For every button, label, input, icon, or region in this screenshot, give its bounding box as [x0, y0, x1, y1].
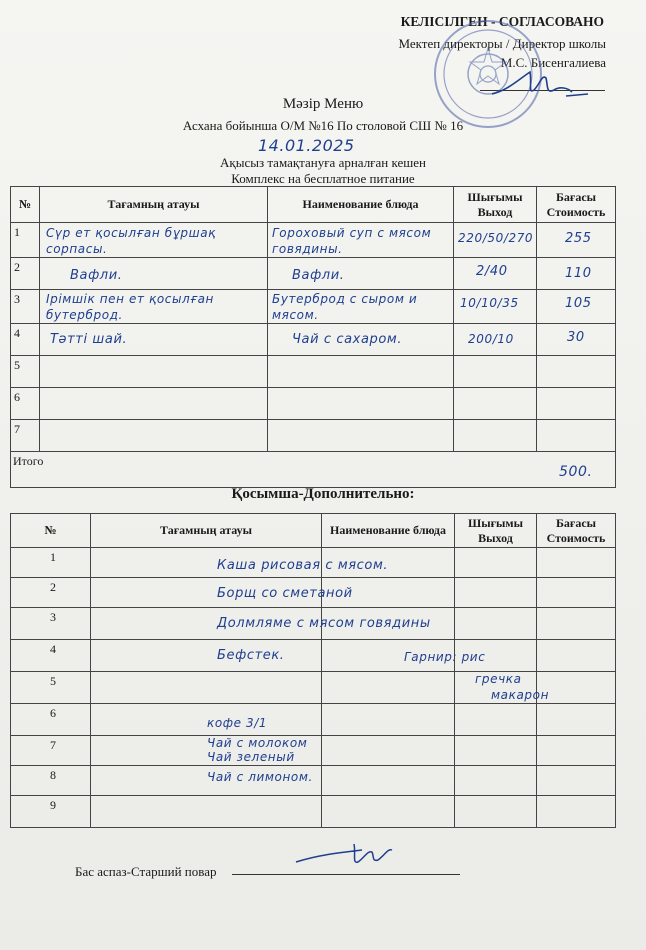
- row-price: [537, 796, 616, 828]
- table-row: [11, 223, 616, 258]
- row-output: [454, 356, 537, 388]
- row-output: [455, 672, 550, 704]
- row-name-ru: Гороховый суп с мясом говядины.: [268, 223, 454, 258]
- chef-signature-line: [232, 874, 460, 875]
- table-row: [11, 766, 616, 796]
- row-name-kz: Сүр ет қосылған бұршақ сорпасы.: [40, 223, 268, 258]
- table-row: [11, 420, 616, 452]
- col-header-name-kz: Тағамның атауы: [91, 514, 322, 548]
- row-number: 4: [11, 640, 91, 672]
- row-name-kz: Вафли.: [40, 258, 268, 290]
- row-name-kz: Чай с молоком Чай зеленый: [91, 736, 322, 766]
- table-row: [11, 796, 616, 828]
- table-row: [11, 548, 616, 578]
- row-price: [537, 640, 616, 672]
- complex-title-ru: Комплекс на бесплатное питание: [231, 171, 415, 186]
- row-price: 105: [537, 290, 616, 324]
- row-output: [455, 640, 537, 672]
- extra-menu-table: [10, 513, 616, 828]
- complex-title-kz: Ақысыз тамақтануға арналған кешен: [220, 155, 426, 170]
- canteen-line: Асхана бойынша О/М №16 По столовой СШ № 16: [182, 118, 464, 133]
- row-name-ru: [322, 608, 455, 640]
- table-row: [11, 640, 616, 672]
- row-number: 8: [11, 766, 91, 796]
- col-header-name-ru: Наименование блюда: [322, 514, 455, 548]
- table-row: [11, 388, 616, 420]
- garnish-line-3: макарон: [491, 688, 550, 702]
- row-price: [537, 766, 616, 796]
- extra-title: Қосымша-Дополнительно:: [231, 486, 415, 502]
- table-row: [11, 672, 616, 704]
- row-output: 2/40: [454, 258, 537, 290]
- row-output: [454, 420, 537, 452]
- table-row: [11, 736, 616, 766]
- menu-title: Мәзір Меню: [282, 96, 364, 112]
- row-number: 4: [11, 324, 40, 356]
- row-output: [455, 766, 537, 796]
- row-number: 2: [11, 258, 40, 290]
- table-row: [11, 290, 616, 324]
- col-header-price: Бағасы Стоимость: [537, 514, 616, 548]
- row-price: [537, 736, 616, 766]
- col-header-price: Бағасы Стоимость: [537, 187, 616, 223]
- row-number: 3: [11, 290, 40, 324]
- row-number: 5: [11, 356, 40, 388]
- row-number: 3: [11, 608, 91, 640]
- row-output: [455, 578, 537, 608]
- row-price: [537, 608, 616, 640]
- col-header-output: Шығымы Выход: [454, 187, 537, 223]
- row-name-kz: Ірімшік пен ет қосылған бутерброд.: [40, 290, 268, 324]
- col-header-name-ru: Наименование блюда: [268, 187, 454, 223]
- row-output: 220/50/270: [454, 223, 537, 258]
- row-price: [537, 704, 616, 736]
- row-name-ru: Бутерброд с сыром и мясом.: [268, 290, 454, 324]
- row-name-kz: Каша рисовая с мясом.: [91, 548, 322, 578]
- menu-date: 14.01.2025: [258, 136, 355, 155]
- table-row: [11, 324, 616, 356]
- row-name-kz: [40, 420, 268, 452]
- total-value: 500.: [559, 464, 593, 480]
- total-row: [11, 452, 616, 488]
- row-name-ru: [322, 640, 486, 672]
- table-row: [11, 704, 616, 736]
- row-name-kz: Борщ со сметаной: [91, 578, 322, 608]
- chef-signature-icon: [292, 838, 402, 874]
- row-name-kz: [91, 672, 322, 704]
- row-output: [455, 796, 537, 828]
- row-name-kz: [91, 796, 322, 828]
- col-header-no: №: [11, 187, 40, 223]
- table-row: [11, 356, 616, 388]
- row-number: 2: [11, 578, 91, 608]
- row-output: [455, 548, 537, 578]
- row-output: 200/10: [454, 324, 537, 356]
- row-name-ru: Вафли.: [268, 258, 454, 290]
- row-output: 10/10/35: [454, 290, 537, 324]
- col-header-output: Шығымы Выход: [455, 514, 537, 548]
- row-number: 1: [11, 548, 91, 578]
- row-name-ru: Чай с сахаром.: [268, 324, 454, 356]
- row-name-ru: [322, 796, 455, 828]
- col-header-name-kz: Тағамның атауы: [40, 187, 268, 223]
- row-price: [537, 388, 616, 420]
- row-name-ru: [322, 578, 455, 608]
- row-price: 30: [537, 324, 616, 356]
- row-name-kz: [40, 356, 268, 388]
- row-name-ru: [322, 704, 455, 736]
- row-number: 6: [11, 388, 40, 420]
- row-name-ru: [322, 766, 455, 796]
- row-number: 9: [11, 796, 91, 828]
- row-number: 5: [11, 672, 91, 704]
- row-name-kz: Бефстек.: [91, 640, 322, 672]
- row-name-ru: [268, 388, 454, 420]
- approval-name: М.С. Бисенгалиева: [500, 55, 606, 70]
- row-price: [537, 356, 616, 388]
- approval-title: КЕЛІСІЛГЕН - СОГЛАСОВАНО: [400, 14, 604, 29]
- row-price: [537, 578, 616, 608]
- chef-label: Бас аспаз-Старший повар: [75, 864, 217, 879]
- row-name-ru: [268, 356, 454, 388]
- row-price: 110: [537, 258, 616, 290]
- row-number: 7: [11, 736, 91, 766]
- row-name-ru: [322, 736, 455, 766]
- garnish-line-2: гречка: [475, 672, 522, 686]
- row-output: [455, 704, 537, 736]
- row-number: 1: [11, 223, 40, 258]
- table-row: [11, 608, 616, 640]
- row-name-kz: [40, 388, 268, 420]
- total-cell: [11, 452, 616, 488]
- approval-position: Мектеп директоры / Директор школы: [398, 36, 606, 51]
- total-label: Итого: [13, 454, 44, 468]
- row-number: 6: [11, 704, 91, 736]
- row-name-kz: Тәтті шай.: [40, 324, 268, 356]
- row-output: [455, 736, 537, 766]
- row-price: 255: [537, 223, 616, 258]
- garnish-line-1: Гарнир: рис: [404, 650, 486, 664]
- col-header-no: №: [11, 514, 91, 548]
- row-price: [537, 672, 616, 704]
- row-name-kz: Долмляме с мясом говядины: [91, 608, 322, 640]
- row-price: [537, 548, 616, 578]
- row-name-ru: [268, 420, 454, 452]
- table-row: [11, 578, 616, 608]
- row-output: [454, 388, 537, 420]
- row-name-kz: кофе 3/1: [91, 704, 322, 736]
- green-tea-text: Чай зеленый: [207, 750, 295, 764]
- table-row: [11, 258, 616, 290]
- row-number: 7: [11, 420, 40, 452]
- row-name-ru: [322, 672, 455, 704]
- row-name-ru: [322, 548, 455, 578]
- row-price: [537, 420, 616, 452]
- main-menu-table: [10, 186, 616, 488]
- row-name-kz: Чай с лимоном.: [91, 766, 322, 796]
- row-output: [455, 608, 537, 640]
